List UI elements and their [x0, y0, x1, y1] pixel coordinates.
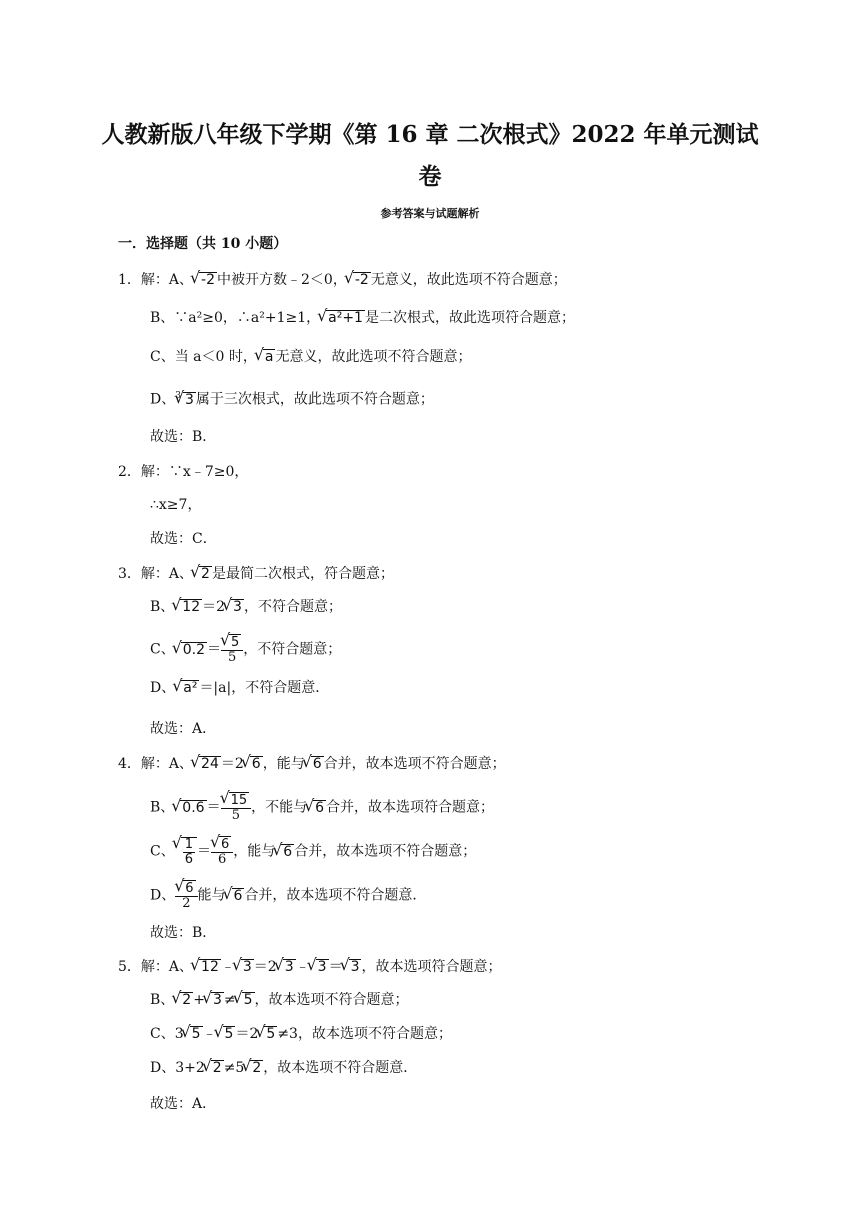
text: ＝	[328, 959, 343, 975]
text: 合并，故本选项不符合题意；	[323, 756, 506, 772]
text: 无意义，故此选项不符合题意；	[370, 272, 567, 288]
q5-num: 5．	[118, 959, 141, 975]
sqrt-0-6: √ 0.6	[180, 800, 206, 816]
sqrt-3: √ 3	[241, 959, 254, 975]
q2-num: 2．	[118, 464, 141, 480]
text: 能与	[197, 887, 226, 904]
denominator: 5	[231, 808, 240, 823]
doc-subtitle: 参考答案与试题解析	[380, 207, 480, 220]
sqrt-6: √ 6	[250, 756, 263, 772]
text: D、	[150, 680, 176, 696]
cbrt-3: √ 3	[183, 392, 196, 408]
text: 合并，故本选项不符合题意．	[244, 887, 427, 904]
text: ，不符合题意；	[243, 641, 342, 658]
q2-line-2: ∴x≥7，	[150, 497, 202, 513]
text: ≠5	[223, 1060, 245, 1076]
text: 中被开方数﹣2＜0，	[217, 272, 347, 288]
q1-line-b	[150, 308, 575, 328]
text: C、	[150, 843, 175, 860]
text: D、	[150, 391, 176, 408]
sqrt-5: √ 5	[242, 992, 255, 1008]
q4-num: 4．	[118, 756, 141, 772]
text: 解：A、	[140, 566, 194, 582]
text: 属于三次根式，故此选项不符合题意；	[195, 391, 434, 408]
text: ，不能与	[251, 799, 308, 816]
sqrt-2: √ 2	[250, 1060, 263, 1076]
sqrt-3: √ 3	[349, 959, 362, 975]
sqrt-5: √ 5	[229, 634, 241, 650]
text: ＝2	[253, 959, 277, 975]
text: 解：∵x﹣7≥0，	[140, 464, 249, 480]
text: 解：A、	[140, 272, 194, 288]
q3-line-b	[150, 597, 342, 617]
sqrt-6: √ 6	[232, 888, 245, 904]
q4-line-c	[150, 836, 476, 867]
q1-num: 1．	[118, 272, 141, 288]
sqrt-2: √ 2	[180, 992, 193, 1008]
q4-line-b	[150, 792, 494, 823]
q5-line-a	[118, 957, 501, 977]
sqrt-0-2: √ 0.2	[181, 642, 207, 658]
sqrt-12: √ 12	[180, 599, 202, 615]
text: ≠	[223, 992, 236, 1008]
q5-line-c	[150, 1024, 452, 1044]
text: ＝	[197, 843, 211, 860]
doc-title-line2: 卷	[418, 163, 442, 190]
fraction-sqrt6-over-2	[175, 880, 197, 911]
q2-line-1	[118, 462, 248, 482]
denominator: 5	[227, 650, 237, 665]
text: ，不符合题意；	[243, 599, 342, 615]
q1-line-c	[150, 347, 471, 367]
text: D、3+2	[150, 1060, 205, 1076]
text: D、	[150, 887, 176, 904]
q4-line-d	[150, 880, 426, 911]
sqrt-3: √ 3	[316, 959, 329, 975]
text: ＝2	[202, 599, 226, 615]
text: ≠3，故本选项不符合题意；	[277, 1026, 452, 1042]
sqrt-6: √ 6	[183, 880, 195, 896]
text: 是最简二次根式，符合题意；	[211, 566, 394, 582]
text: ＝|a|，不符合题意．	[199, 680, 330, 696]
sqrt-1-over-6	[181, 837, 197, 867]
denominator: 6	[218, 852, 227, 867]
q2-answer: 故选：C．	[150, 531, 217, 547]
text: ，故本选项不符合题意；	[254, 992, 409, 1008]
sqrt-5: √ 5	[223, 1026, 236, 1042]
numerator: √ 1	[184, 836, 193, 852]
sqrt-a2p1: √ a²+1	[326, 310, 365, 326]
sqrt-2: √ 2	[211, 1060, 224, 1076]
sqrt-15: √ 15	[229, 792, 250, 808]
q4-answer: 故选：B．	[150, 925, 217, 941]
text: ﹣	[220, 959, 235, 975]
text: 合并，故本选项符合题意；	[326, 799, 495, 816]
denominator: 6	[184, 851, 193, 867]
sqrt-6: √ 6	[313, 800, 326, 816]
text: 无意义，故此选项不符合题意；	[275, 349, 472, 365]
text: +	[193, 992, 205, 1008]
sqrt-3: √ 3	[211, 992, 224, 1008]
fraction-sqrt5-over-5	[221, 634, 243, 665]
cube-index: 3	[175, 391, 181, 401]
section-heading: 一．选择题（共 10 小题）	[118, 236, 288, 252]
text: B、∵a²≥0，∴a²+1≥1，	[150, 310, 321, 326]
fraction-sqrt15-over-5	[221, 792, 252, 823]
sqrt-neg2: √ -2	[353, 272, 371, 288]
sqrt-5: √ 5	[190, 1026, 203, 1042]
sqrt-5: √ 5	[264, 1026, 277, 1042]
text: ﹣	[202, 1026, 217, 1042]
text: B、	[150, 599, 175, 615]
text: B、	[150, 799, 175, 816]
sqrt-12: √ 12	[199, 959, 221, 975]
text: C、3	[150, 1026, 184, 1042]
text: ，故本选项不符合题意．	[263, 1060, 418, 1076]
sqrt-2: √ 2	[199, 566, 212, 582]
q3-num: 3．	[118, 566, 141, 582]
text: ＝	[206, 641, 221, 658]
q5-line-d	[150, 1058, 417, 1078]
text: ，能与	[233, 843, 276, 860]
sqrt-6: √ 6	[219, 836, 231, 852]
text: B、	[150, 992, 175, 1008]
doc-title-line1: 人教新版八年级下学期《第 16 章 二次根式》2022 年单元测试	[101, 121, 759, 148]
sqrt-3: √ 3	[231, 599, 244, 615]
text: ﹣	[295, 959, 310, 975]
text: 解：A、	[140, 959, 194, 975]
q5-answer: 故选：A．	[150, 1096, 217, 1112]
sqrt-neg2: √ -2	[199, 272, 217, 288]
q3-answer: 故选：A．	[150, 721, 217, 737]
text: 解：A、	[140, 756, 194, 772]
q1-answer: 故选：B．	[150, 429, 217, 445]
denominator: 2	[182, 896, 191, 911]
q4-line-a	[118, 754, 506, 774]
text: ，故本选项符合题意；	[361, 959, 502, 975]
text: ＝2	[235, 1026, 259, 1042]
text: C、	[150, 641, 175, 658]
q1-line-d	[150, 386, 434, 410]
sqrt-24: √ 24	[199, 756, 221, 772]
fraction-sqrt6-over-6	[211, 836, 233, 867]
text: 是二次根式，故此选项符合题意；	[364, 310, 575, 326]
text: ，能与	[262, 756, 305, 772]
q3-line-d	[150, 678, 329, 698]
sqrt-a2: √ a²	[181, 680, 199, 696]
sqrt-a: √ a	[263, 349, 276, 365]
text: ＝	[206, 799, 221, 816]
sqrt-6: √ 6	[311, 756, 324, 772]
q1-line-a	[118, 270, 567, 290]
q3-line-a	[118, 564, 394, 584]
q3-line-c	[150, 634, 341, 665]
sqrt-3: √ 3	[283, 959, 296, 975]
q5-line-b	[150, 990, 409, 1010]
text: C、当 a＜0 时，	[150, 349, 257, 365]
text: ＝2	[220, 756, 244, 772]
text: 合并，故本选项不符合题意；	[294, 843, 477, 860]
sqrt-6: √ 6	[281, 844, 294, 860]
